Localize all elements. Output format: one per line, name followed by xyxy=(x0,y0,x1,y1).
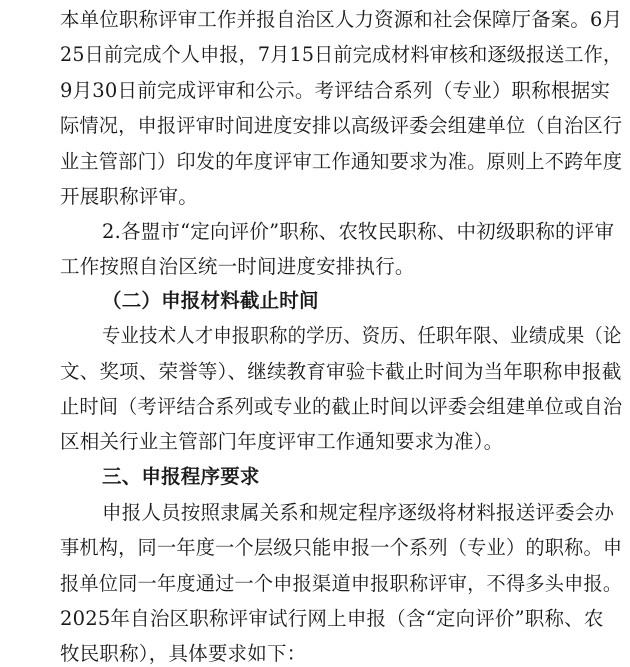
section-subheading: （二）申报材料截止时间 xyxy=(102,289,319,312)
paragraph-line: 9月30日前完成评审和公示。考评结合系列（专业）职称根据实 xyxy=(60,79,611,102)
paragraph-line: 牧民职称），具体要求如下： xyxy=(60,642,307,665)
paragraph-line: 2.各盟市“定向评价”职称、农牧民职称、中初级职称的评审 xyxy=(102,220,615,243)
paragraph-line: 专业技术人才申报职称的学历、资历、任职年限、业绩成果（论 xyxy=(102,324,622,347)
paragraph-line: 工作按照自治区统一时间进度安排执行。 xyxy=(60,255,415,278)
paragraph-line: 本单位职称评审工作并报自治区人力资源和社会保障厅备案。6月 xyxy=(60,8,623,31)
paragraph-line: 际情况，申报评审时间进度安排以高级评委会组建单位（自治区行 xyxy=(60,114,623,137)
paragraph-line: 开展职称评审。 xyxy=(60,185,198,208)
paragraph-line: 区相关行业主管部门年度评审工作通知要求为准）。 xyxy=(60,430,504,453)
paragraph-line: 止时间（考评结合系列或专业的截止时间以评委会组建单位或自治 xyxy=(60,395,623,418)
paragraph-line: 2025年自治区职称评审试行网上申报（含“定向评价”职称、农 xyxy=(60,607,604,630)
paragraph-line: 申报人员按照隶属关系和规定程序逐级将材料报送评委会办 xyxy=(102,501,615,524)
paragraph-line: 文、奖项、荣誉等）、继续教育审验卡截止时间为当年职称申报截 xyxy=(60,360,622,383)
paragraph-line: 报单位同一年度通过一个申报渠道申报职称评审，不得多头申报。 xyxy=(60,572,623,595)
section-heading: 三、申报程序要求 xyxy=(102,465,260,488)
paragraph-line: 25日前完成个人申报，7月15日前完成材料审核和逐级报送工作， xyxy=(60,43,623,66)
paragraph-line: 业主管部门）印发的年度评审工作通知要求为准。原则上不跨年度 xyxy=(60,150,623,173)
paragraph-line: 事机构，同一年度一个层级只能申报一个系列（专业）的职称。申 xyxy=(60,536,623,559)
